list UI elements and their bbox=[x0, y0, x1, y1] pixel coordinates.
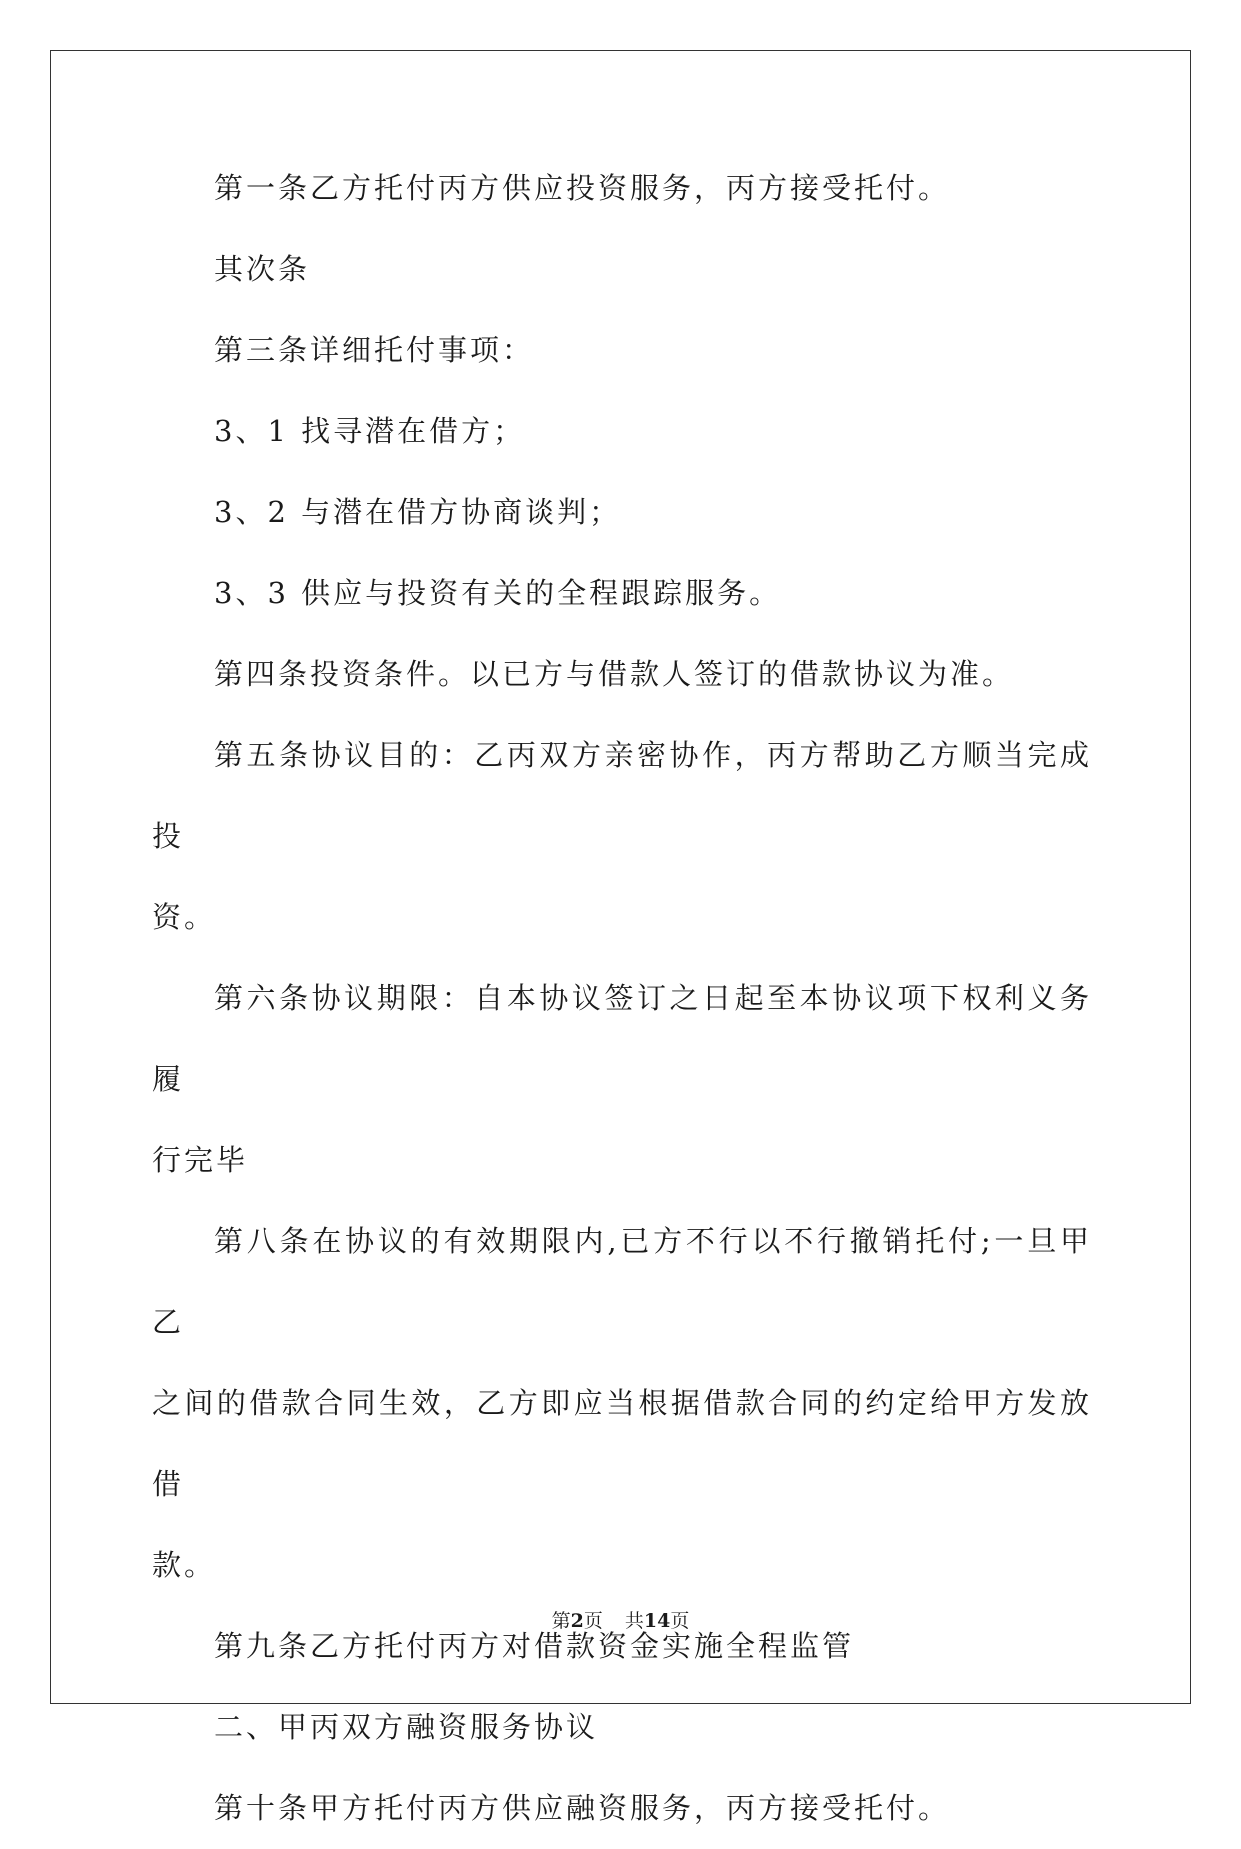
paragraph-line: 3、2 与潜在借方协商谈判； bbox=[214, 495, 622, 529]
paragraph-12 bbox=[152, 1687, 1092, 1768]
paragraph-line: 第三条详细托付事项： bbox=[214, 333, 535, 367]
page-footer bbox=[0, 1606, 1241, 1633]
paragraph-8 bbox=[152, 715, 1092, 958]
paragraph-line: 第六条协议期限：自本协议签订之日起至本协议项下权利义务履 bbox=[152, 981, 1092, 1096]
page-suffix: 页 bbox=[583, 1610, 603, 1632]
paragraph-line: 款。 bbox=[152, 1548, 217, 1582]
paragraph-5 bbox=[152, 472, 1092, 553]
paragraph-line: 3、3 供应与投资有关的全程跟踪服务。 bbox=[214, 576, 782, 610]
paragraph-1 bbox=[152, 148, 1092, 229]
total-pages: 14 bbox=[643, 1610, 671, 1632]
paragraph-line: 第十条甲方托付丙方供应融资服务，丙方接受托付。 bbox=[214, 1791, 951, 1825]
paragraph-line: 资。 bbox=[152, 900, 217, 934]
page-number: 2 bbox=[570, 1610, 584, 1632]
paragraph-line: 二、甲丙双方融资服务协议 bbox=[214, 1710, 599, 1744]
paragraph-line: 行完毕 bbox=[152, 1143, 249, 1177]
paragraph-line: 其次条 bbox=[214, 252, 311, 286]
paragraph-3 bbox=[152, 310, 1092, 391]
paragraph-13 bbox=[152, 1768, 1092, 1849]
paragraph-9 bbox=[152, 958, 1092, 1201]
document-body bbox=[152, 168, 1092, 1849]
paragraph-line: 第五条协议目的：乙丙双方亲密协作，丙方帮助乙方顺当完成投 bbox=[152, 738, 1092, 853]
paragraph-line: 3、1 找寻潜在借方； bbox=[214, 414, 526, 448]
total-prefix: 共 bbox=[624, 1610, 644, 1632]
paragraph-6 bbox=[152, 553, 1092, 634]
paragraph-line: 第八条在协议的有效期限内,已方不行以不行撤销托付;一旦甲乙 bbox=[152, 1224, 1092, 1339]
paragraph-line: 第九条乙方托付丙方对借款资金实施全程监管 bbox=[214, 1629, 855, 1663]
page-prefix: 第 bbox=[551, 1610, 571, 1632]
paragraph-line: 第四条投资条件。以已方与借款人签订的借款协议为准。 bbox=[214, 657, 1015, 691]
paragraph-4 bbox=[152, 391, 1092, 472]
paragraph-2 bbox=[152, 229, 1092, 310]
paragraph-7 bbox=[152, 634, 1092, 715]
paragraph-line: 第一条乙方托付丙方供应投资服务，丙方接受托付。 bbox=[214, 171, 951, 205]
paragraph-10 bbox=[152, 1201, 1092, 1606]
total-suffix: 页 bbox=[670, 1610, 690, 1632]
paragraph-line: 之间的借款合同生效，乙方即应当根据借款合同的约定给甲方发放借 bbox=[152, 1386, 1092, 1501]
